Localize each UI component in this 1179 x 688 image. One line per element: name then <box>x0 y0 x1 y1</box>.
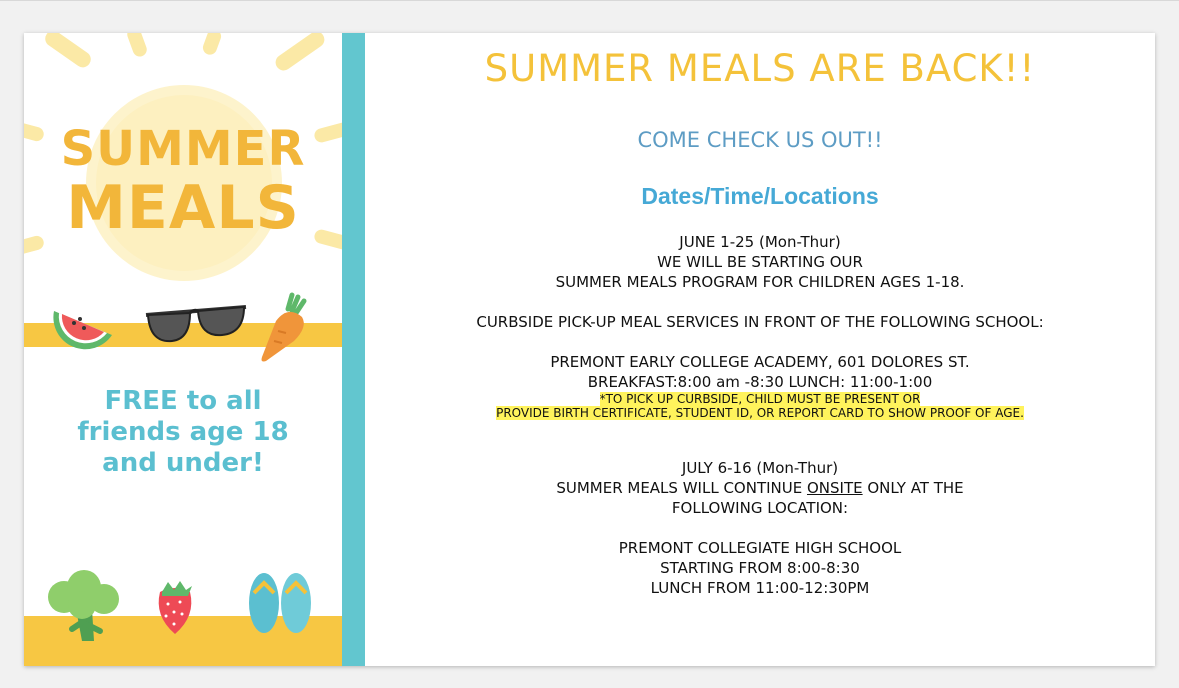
carrot-icon <box>258 291 318 365</box>
july-line2-end: ONLY AT THE <box>862 479 964 497</box>
flyer-content <box>365 33 1155 666</box>
june-times: BREAKFAST:8:00 am -8:30 LUNCH: 11:00-1:00 <box>587 373 933 391</box>
june-line2: WE WILL BE STARTING OUR <box>657 253 863 271</box>
curbside-info: CURBSIDE PICK-UP MEAL SERVICES IN FRONT OF THE FOLLOWING SCHOOL: <box>476 313 1044 331</box>
teal-divider-bar <box>342 33 365 666</box>
sunglasses-icon <box>142 299 250 351</box>
july-school: PREMONT COLLEGIATE HIGH SCHOOL <box>618 539 902 557</box>
free-text-line2: friends age 18 <box>77 417 289 447</box>
july-lunch: LUNCH FROM 11:00-12:30PM <box>650 579 870 597</box>
watermelon-icon <box>50 301 120 357</box>
poster-title-line1: SUMMER <box>60 121 306 177</box>
top-border <box>0 0 1179 1</box>
broccoli-icon <box>42 569 124 643</box>
proof-note-line2: PROVIDE BIRTH CERTIFICATE, STUDENT ID, OR REPORT CARD TO SHOW PROOF OF AGE. <box>496 406 1024 420</box>
strawberry-icon <box>152 578 198 638</box>
july-dates: JULY 6-16 (Mon-Thur) <box>681 459 839 477</box>
poster-title-line2: MEALS <box>66 173 300 243</box>
july-line2-start: SUMMER MEALS WILL CONTINUE <box>556 479 807 497</box>
page-title: SUMMER MEALS ARE BACK!! <box>484 47 1036 90</box>
flyer-card <box>24 33 1155 666</box>
free-text-line1: FREE to all <box>104 386 262 416</box>
section-heading: Dates/Time/Locations <box>641 183 879 209</box>
proof-note-line1: *TO PICK UP CURBSIDE, CHILD MUST BE PRESENT OR <box>599 392 921 406</box>
june-dates: JUNE 1-25 (Mon-Thur) <box>679 233 841 251</box>
july-line2 <box>365 478 1155 498</box>
free-for-kids-text <box>24 386 342 479</box>
page-subtitle: COME CHECK US OUT!! <box>637 128 883 152</box>
schedule-details <box>365 232 1155 598</box>
july-line3: FOLLOWING LOCATION: <box>671 499 849 517</box>
summer-meals-poster <box>24 33 342 666</box>
flip-flops-icon <box>244 569 316 639</box>
free-text-line3: and under! <box>102 448 264 478</box>
onsite-text: ONSITE <box>806 479 863 497</box>
july-start: STARTING FROM 8:00-8:30 <box>660 559 860 577</box>
june-line3: SUMMER MEALS PROGRAM FOR CHILDREN AGES 1-18. <box>555 273 965 291</box>
june-school: PREMONT EARLY COLLEGE ACADEMY, 601 DOLORES ST. <box>550 353 970 371</box>
